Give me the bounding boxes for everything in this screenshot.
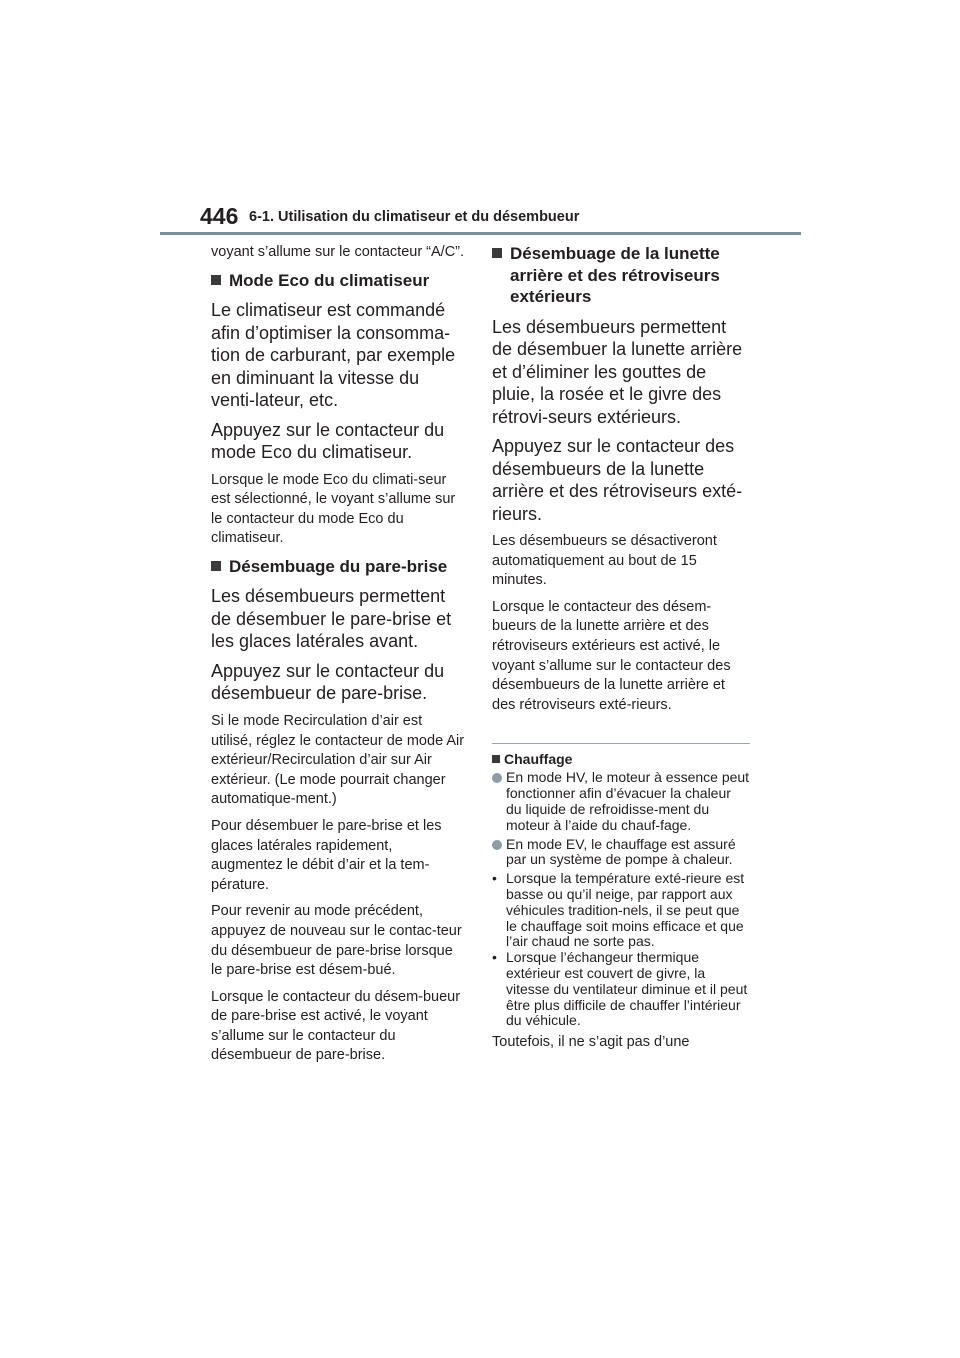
heating-bullet-2-text: En mode EV, le chauffage est assuré par un système de pompe à chaleur. [506, 835, 736, 868]
note-divider [492, 743, 750, 744]
header-rule [160, 232, 801, 235]
eco-heading [211, 270, 466, 292]
windshield-heading [211, 556, 466, 578]
square-bullet-icon [211, 275, 221, 285]
heating-bullet-1 [492, 770, 750, 833]
windshield-paragraph-1: Les désembueurs permettent de désembuer le pare-brise et les glaces latérales avant. [211, 586, 452, 652]
heating-heading-text: Chauffage [504, 751, 573, 768]
rear-defogger-heading-text: Désembuage de la lunette arrière et des rétroviseurs extérieurs [510, 244, 720, 306]
heating-subitem-2 [492, 950, 750, 1029]
rear-paragraph-2: Appuyez sur le contacteur des désembueurs de la lunette arrière et des rétroviseurs exté-rieurs. [492, 436, 743, 524]
dot-bullet-icon: • [492, 870, 497, 887]
heating-subitem-2-text: Lorsque l’échangeur thermique extérieur est couvert de givre, la vitesse du ventilateur diminue et il peut être plus difficile de chauffer l’intérieur du véhicule. [506, 949, 748, 1029]
square-bullet-icon [211, 561, 221, 571]
heating-subitem-1 [492, 871, 750, 950]
heating-tail-text: Toutefois, il ne s’agit pas d’une [492, 1034, 690, 1051]
eco-heading-text: Mode Eco du climatiseur [229, 270, 430, 290]
windshield-note-1: Si le mode Recirculation d’air est utilisé, réglez le contacteur de mode Air extérieur/Recirculation d’air sur Air extérieur. (Le mode pourrait changer automatique-ment.) [211, 712, 465, 808]
heating-heading [492, 750, 750, 768]
eco-note: Lorsque le mode Eco du climati-seur est sélectionné, le voyant s’allume sur le contacteur du mode Eco du climatiseur. [211, 471, 456, 547]
square-bullet-icon [492, 755, 500, 763]
rear-defogger-heading [492, 243, 750, 308]
circle-bullet-icon [492, 840, 502, 850]
windshield-note-2: Pour désembuer le pare-brise et les glaces latérales rapidement, augmentez le débit d’air et la tem-pérature. [211, 817, 442, 893]
eco-paragraph-2: Appuyez sur le contacteur du mode Eco du climatiseur. [211, 419, 445, 463]
eco-paragraph-1: Le climatiseur est commandé afin d’optimiser la consomma-tion de carburant, par exemple en diminuant la vitesse du venti-lateur, etc. [211, 300, 456, 411]
left-column [211, 243, 466, 1073]
rear-paragraph-1: Les désembueurs permettent de désembuer la lunette arrière et d’éliminer les gouttes de pluie, la rosée et le givre des rétrovi-seurs extérieurs. [492, 316, 743, 427]
page-number: 446 [200, 203, 239, 229]
windshield-note-3: Pour revenir au mode précédent, appuyez de nouveau sur le contac-teur du désembueur de pare-brise lorsque le pare-brise est désem-bué. [211, 903, 462, 979]
right-column [492, 243, 750, 1052]
dot-bullet-icon: • [492, 949, 497, 966]
intro-text: voyant s’allume sur le contacteur “A/C”. [211, 244, 465, 260]
heating-subitem-1-text: Lorsque la température exté-rieure est basse ou qu’il neige, par rapport aux véhicules tradition-nels, il se peut que le chauffage soit moins efficace et que l’air chaud ne sorte pas. [506, 870, 745, 950]
section-title: 6-1. Utilisation du climatiseur et du désembueur [249, 209, 580, 225]
rear-note-1: Les désembueurs se désactiveront automatiquement au bout de 15 minutes. [492, 533, 717, 589]
heating-bullet-1-text: En mode HV, le moteur à essence peut fonctionner afin d’évacuer la chaleur du liquide de refroidisse-ment du moteur à l’aide du chauf-fage. [506, 769, 750, 833]
windshield-note-4: Lorsque le contacteur du désem-bueur de pare-brise est activé, le voyant s’allume sur le contacteur du désembueur de pare-brise. [211, 988, 461, 1064]
square-bullet-icon [492, 248, 502, 258]
windshield-paragraph-2: Appuyez sur le contacteur du désembueur de pare-brise. [211, 660, 445, 704]
windshield-heading-text: Désembuage du pare-brise [229, 556, 448, 576]
rear-note-2: Lorsque le contacteur des désem-bueurs de la lunette arrière et des rétroviseurs extérieurs est activé, le voyant s’allume sur le contacteur des désembueurs de la lunette arrière et des rétroviseurs exté-rieurs. [492, 598, 731, 713]
circle-bullet-icon [492, 773, 502, 783]
heating-bullet-2 [492, 837, 750, 869]
